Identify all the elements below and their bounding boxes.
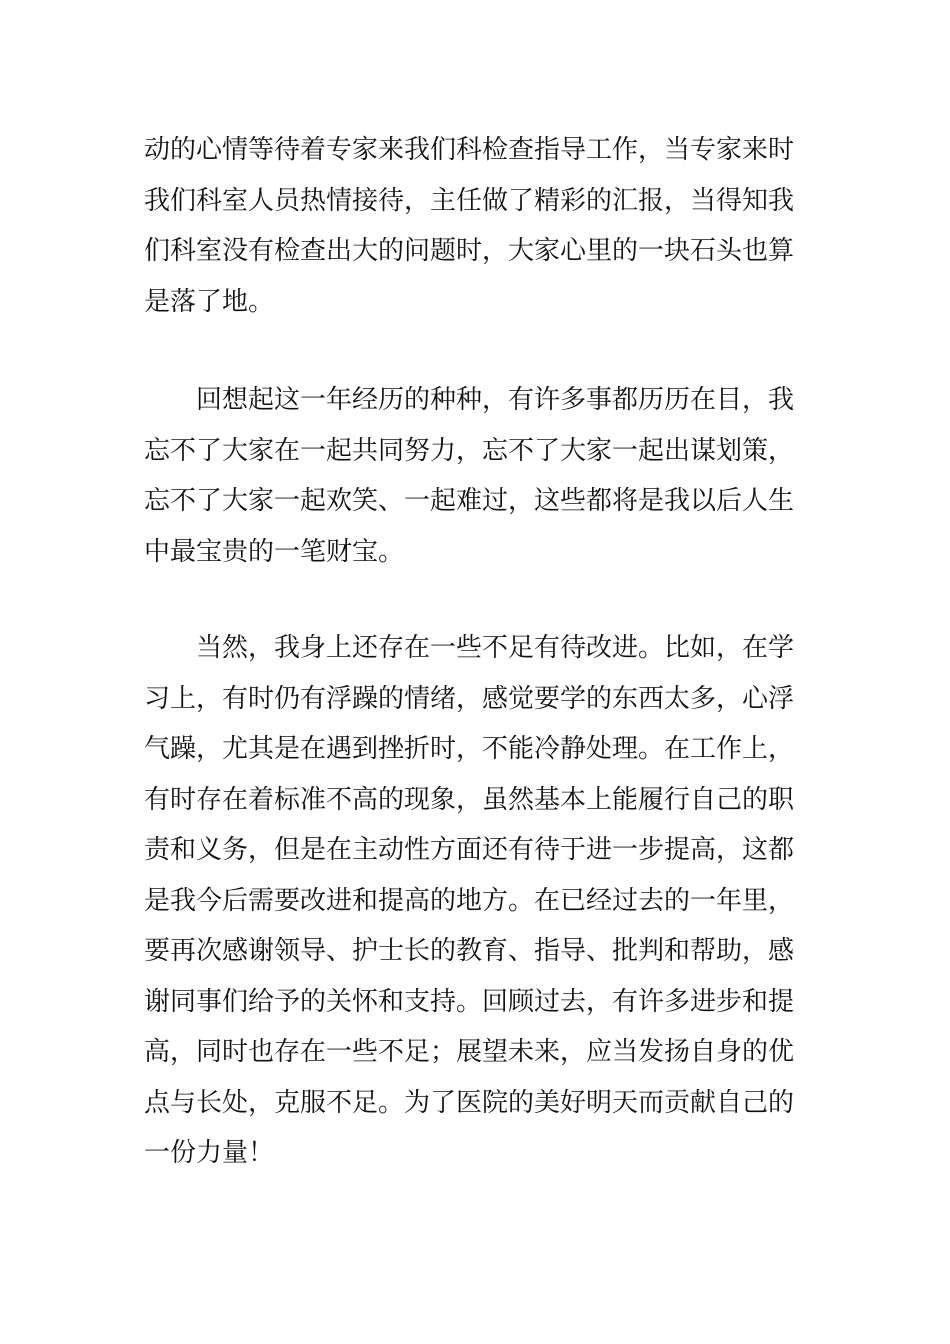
paragraph-continuation: 动的心情等待着专家来我们科检查指导工作，当专家来时 我们科室人员热情接待，主任做了精彩的汇报，当得知我 们科室没有检查出大的问题时，大家心里的一块石头也算 是落了地。 [144, 135, 795, 317]
paragraph-reflection: 回想起这一年经历的种种，有许多事都历历在目，我 忘不了大家在一起共同努力，忘不了大家一起出谋划策， 忘不了大家一起欢笑、一起难过，这些都将是我以后人生 中最宝贵的一笔财宝。 [144, 385, 795, 567]
paragraph-shortcomings: 当然，我身上还存在一些不足有待改进。比如，在学 习上，有时仍有浮躁的情绪，感觉要学的东西太多，心浮 气躁，尤其是在遇到挫折时，不能冷静处理。在工作上， 有时存在着标准不高的现象，虽然基本上能履行自己的职 责和义务，但是在主动性方面还有待于进一步提高，这都 是我今后需要改进和提高的地方。在已经过去的一年里， 要再次感谢领导、护士长的教育、指导、批判和帮助，感 谢同事们给予的关怀和支持。回顾过去，有许多进步和提 高，同时也存在一些不足；展望未来，应当发扬自身的优 点与长处，克服不足。为了医院的美好明天而贡献自己的 一份力量！ [144, 633, 795, 1168]
